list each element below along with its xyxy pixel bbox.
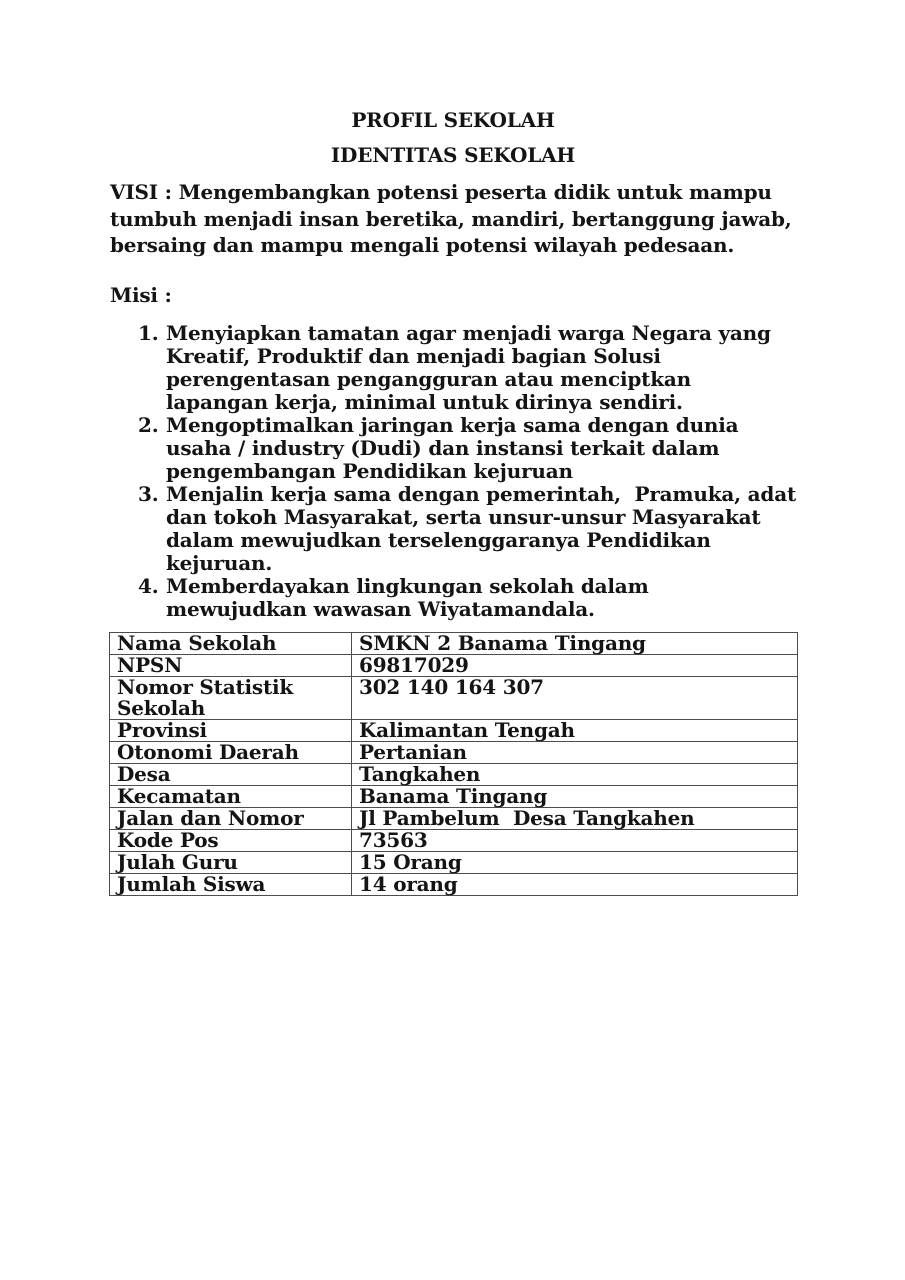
visi-paragraph: VISI : Mengembangkan potensi peserta didik untuk mampu tumbuh menjadi insan beretika, mandiri, bertanggung jawab, bersaing dan mampu mengali potensi wilayah pedesaan. [110,180,799,257]
misi-item-number: 1. [138,321,159,345]
misi-item-number: 3. [138,482,159,506]
misi-item [110,322,796,414]
misi-item-text: Memberdayakan lingkungan sekolah dalam mewujudkan wawasan Wiyatamandala. [166,574,656,621]
misi-item-text: Menjalin kerja sama dengan pemerintah, Pramuka, adat dan tokoh Masyarakat, serta unsur-unsur Masyarakat dalam mewujudkan terselenggaranya Pendidikan kejuruan. [166,482,803,575]
table-row-label: Jalan dan Nomor [110,808,352,830]
table-row-label: Provinsi [110,720,352,742]
table-row [110,808,798,830]
table-row-label: NPSN [110,655,352,677]
school-identity-table-body [110,633,798,896]
table-row [110,655,798,677]
table-row-label: Nomor Statistik Sekolah [110,677,352,720]
table-row-label: Otonomi Daerah [110,742,352,764]
school-identity-table [109,632,798,896]
table-row [110,786,798,808]
table-row [110,764,798,786]
table-row-value: Jl Pambelum Desa Tangkahen [352,808,798,830]
table-row-value: Pertanian [352,742,798,764]
table-row-value: 14 orang [352,874,798,896]
table-row-label: Kecamatan [110,786,352,808]
misi-heading: Misi : [110,283,172,307]
table-row [110,830,798,852]
table-row-label: Nama Sekolah [110,633,352,655]
misi-item-text: Menyiapkan tamatan agar menjadi warga Negara yang Kreatif, Produktif dan menjadi bagian Solusi perengentasan pengangguran atau menciptkan lapangan kerja, minimal untuk dirinya sendiri. [166,321,778,414]
table-row-value: Tangkahen [352,764,798,786]
page-subtitle: IDENTITAS SEKOLAH [330,143,576,167]
table-row-value: 73563 [352,830,798,852]
table-row-label: Kode Pos [110,830,352,852]
table-row-value: SMKN 2 Banama Tingang [352,633,798,655]
table-row-label: Jumlah Siswa [110,874,352,896]
table-row [110,633,798,655]
table-row [110,720,798,742]
table-row-value: 302 140 164 307 [352,677,798,720]
table-row-label: Julah Guru [110,852,352,874]
misi-item [110,482,803,575]
misi-item-number: 2. [138,413,159,437]
table-row-label: Desa [110,764,352,786]
table-row [110,742,798,764]
misi-item-number: 4. [138,574,159,598]
table-row [110,677,798,720]
misi-item [110,414,796,483]
page-title: PROFIL SEKOLAH [351,108,555,132]
table-row [110,852,798,874]
misi-item [110,575,796,621]
table-row-value: Kalimantan Tengah [352,720,798,742]
table-row-value: 15 Orang [352,852,798,874]
table-row-value: Banama Tingang [352,786,798,808]
misi-item-text: Mengoptimalkan jaringan kerja sama dengan dunia usaha / industry (Dudi) dan instansi terkait dalam pengembangan Pendidikan kejuruan [166,413,746,483]
table-row [110,874,798,896]
misi-list [110,321,803,621]
table-row-value: 69817029 [352,655,798,677]
